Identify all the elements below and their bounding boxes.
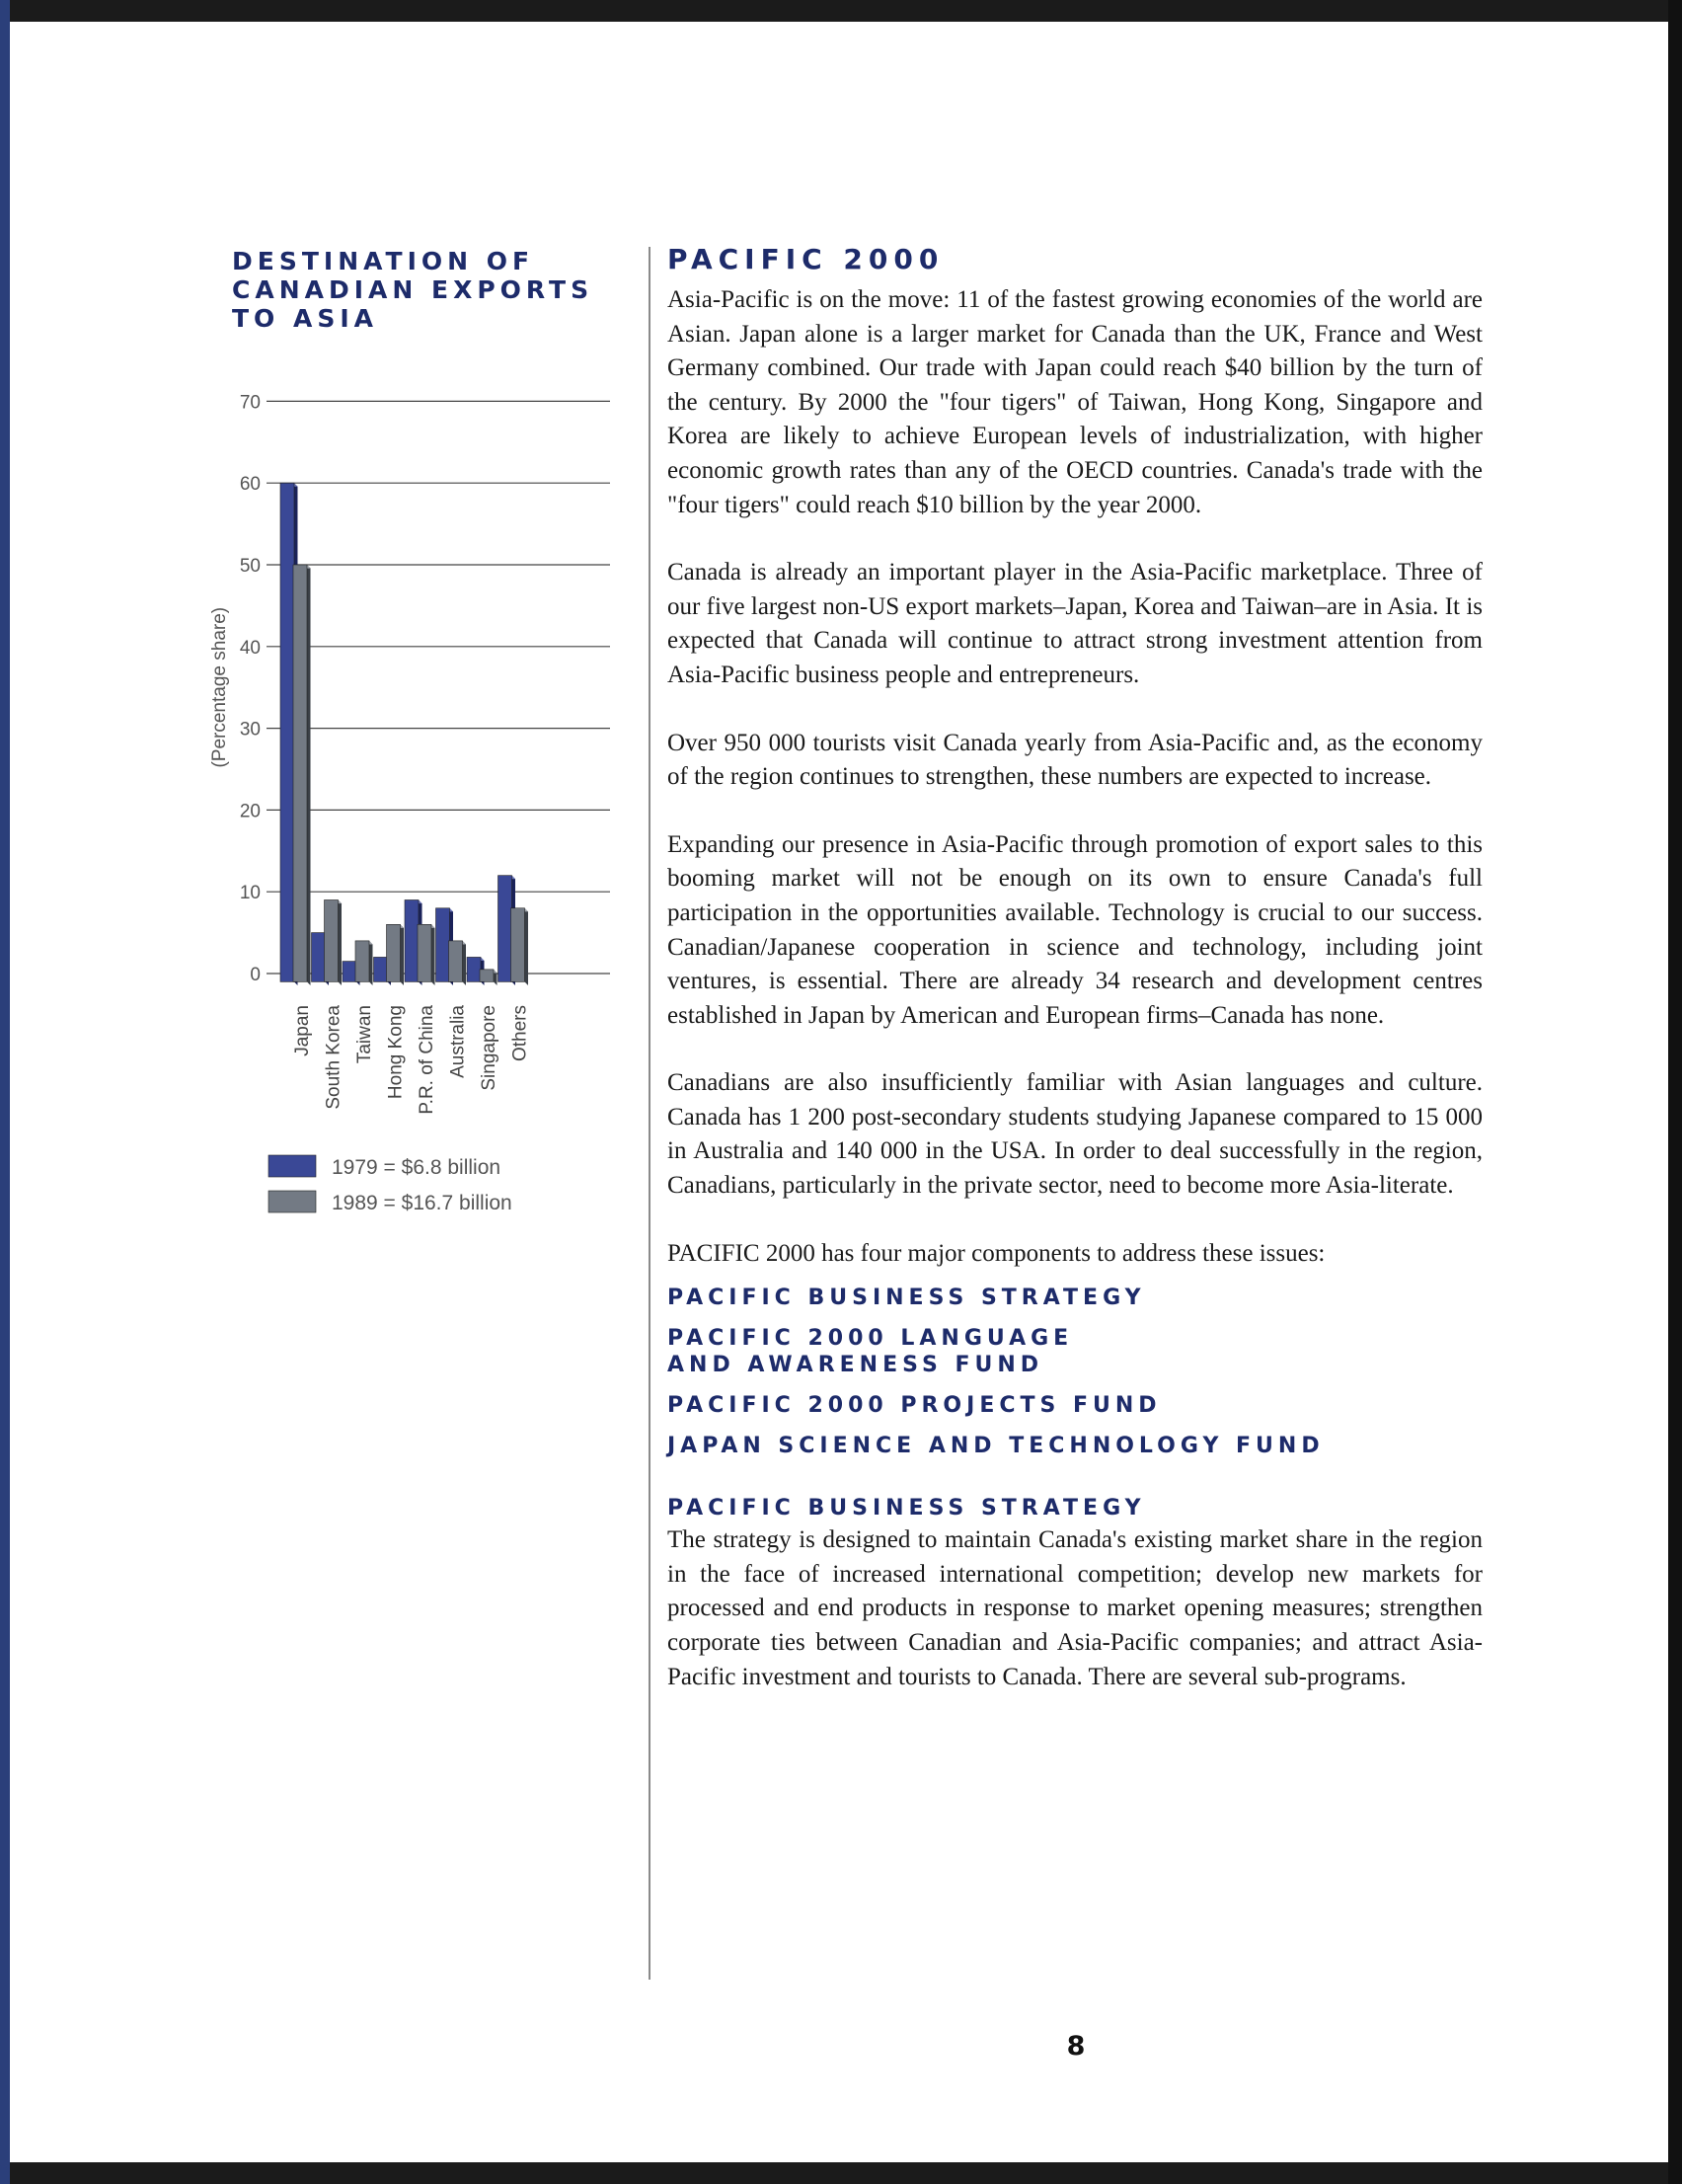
scan-border-right: [1668, 0, 1682, 2184]
bar-1989-japan: [293, 565, 307, 981]
paragraph-1: Asia-Pacific is on the move: 11 of the fastest growing economies of the world are Asian. Japan alone is a larger market for Canada than the UK, France and West Germany combined. Our trade with Japan could reach $40 billion by the turn of the century. By 2000 the "four tigers" of Taiwan, Hong Kong, Singapore and Korea are likely to achieve European levels of industrialization, with higher economic growth rates than any of the OECD countries. Canada's trade with the "four tigers" could reach $10 billion by the year 2000.: [667, 286, 1483, 518]
scan-border-bottom: [0, 2162, 1682, 2184]
scan-border-top: [0, 0, 1682, 22]
y-tick-label: 10: [239, 883, 261, 904]
x-tick-label: Australia: [447, 1005, 469, 1078]
component-language-awareness-fund: PACIFIC 2000 LANGUAGE AND AWARENESS FUND: [667, 1326, 1074, 1378]
bar-side: [401, 924, 405, 985]
bar-side: [431, 924, 435, 985]
bar-1989-south-korea: [325, 899, 339, 981]
paragraph-3: Over 950 000 tourists visit Canada yearly from Asia-Pacific and, as the economy of the region continues to strengthen, these numbers are expected to increase.: [667, 729, 1483, 791]
bar-1979-japan: [280, 483, 294, 981]
y-tick-label: 60: [239, 474, 261, 496]
paragraph-4: Expanding our presence in Asia-Pacific through promotion of export sales to this booming market will not be enough on its own to ensure Canada's full participation in the opportunities available. Technology is crucial to our success. Canadian/Japanese cooperation in science and technology, including joint ventures, is essential. There are already 34 research and development centres established in Japan by American and European firms–Canada has none.: [667, 830, 1483, 1029]
paragraph-2: Canada is already an important player in the Asia-Pacific marketplace. Three of our five largest non-US export markets–Japan, Korea and Taiwan–are in Asia. It is expected that Canada will continue to attract strong investment attention from Asia-Pacific business people and entrepreneurs.: [667, 559, 1483, 688]
column-divider: [649, 247, 650, 1980]
bar-side: [525, 908, 529, 985]
components-intro: PACIFIC 2000 has four major components to address these issues:: [667, 1239, 1326, 1267]
bar-1989-p-r-of-china: [418, 924, 431, 981]
bar-1989-others: [511, 908, 525, 982]
article: [667, 243, 1483, 1728]
bar-1979-south-korea: [312, 933, 326, 982]
bar-1979-p-r-of-china: [405, 899, 419, 981]
x-tick-label: Others: [509, 1005, 531, 1062]
x-tick-label: P.R. of China: [417, 1005, 437, 1115]
bar-1979-australia: [436, 908, 450, 982]
bar-1979-others: [498, 876, 512, 982]
y-tick-label: 50: [239, 556, 261, 577]
article-heading: PACIFIC 2000: [667, 243, 945, 275]
bar-side: [369, 941, 373, 985]
bar-1989-australia: [449, 941, 463, 982]
y-tick-label: 70: [239, 392, 261, 414]
y-tick-label: 20: [239, 801, 261, 822]
page-number: 8: [1066, 2031, 1086, 2062]
bar-side: [307, 565, 311, 985]
bar-1979-hong-kong: [374, 957, 388, 981]
scan-border-left: [0, 0, 10, 2184]
bar-1979-taiwan: [343, 962, 356, 982]
component-science-technology-fund: JAPAN SCIENCE AND TECHNOLOGY FUND: [667, 1434, 1325, 1459]
y-axis-label: (Percentage share): [209, 606, 230, 768]
bar-1989-taiwan: [355, 941, 369, 982]
x-tick-label: Singapore: [479, 1005, 499, 1091]
bar-1979-singapore: [467, 957, 481, 981]
legend-swatch-1989: [268, 1191, 316, 1212]
component-business-strategy: PACIFIC BUSINESS STRATEGY: [667, 1286, 1146, 1311]
x-tick-label: Hong Kong: [385, 1005, 407, 1100]
y-tick-label: 30: [239, 719, 261, 741]
legend-label-1979: 1979 = $6.8 billion: [332, 1156, 501, 1179]
bar-side: [463, 941, 467, 985]
bar-1989-singapore: [480, 970, 494, 982]
x-tick-label: Japan: [292, 1005, 313, 1056]
x-tick-label: South Korea: [323, 1005, 344, 1110]
chart-title: DESTINATION OF CANADIAN EXPORTS TO ASIA: [232, 247, 594, 333]
y-tick-label: 0: [250, 965, 261, 985]
bar-1989-hong-kong: [387, 924, 401, 981]
section-heading: PACIFIC BUSINESS STRATEGY: [667, 1496, 1146, 1521]
legend-label-1989: 1989 = $16.7 billion: [332, 1192, 512, 1214]
bar-side: [339, 899, 343, 985]
x-tick-label: Taiwan: [354, 1005, 375, 1064]
y-tick-label: 40: [239, 637, 261, 659]
legend-swatch-1979: [268, 1155, 316, 1177]
component-projects-fund: PACIFIC 2000 PROJECTS FUND: [667, 1393, 1162, 1419]
section-text: The strategy is designed to maintain Canada's existing market share in the region in the face of increased international competition; develop new markets for processed and end products in response to market opening measures; strengthen corporate ties between Canadian and Asia-Pacific companies; and attract Asia-Pacific investment and tourists to Canada. There are several sub-programs.: [667, 1526, 1483, 1690]
exports-bar-chart: [197, 375, 632, 1244]
paragraph-5: Canadians are also insufficiently familiar with Asian languages and culture. Canada has 1 200 post-secondary students studying Japanese compared to 15 000 in Australia and 140 000 in the USA. In order to deal successfully in the region, Canadians, particularly in the private sector, need to become more Asia-literate.: [667, 1069, 1483, 1200]
